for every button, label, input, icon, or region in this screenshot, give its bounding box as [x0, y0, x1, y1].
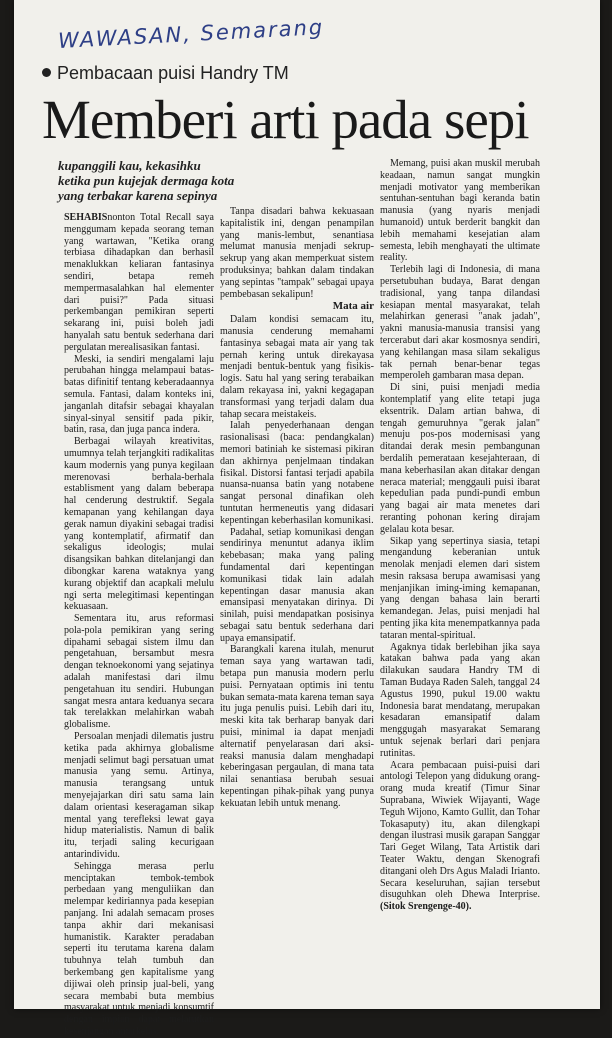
article-paragraph: Sikap yang sepertinya siasia, tetapi mengandung keberanian untuk menolak menjadi elemen dari sistem mesin raksasa berupa awamisasi yang menjanjikan iming-iming kemapanan, yang dengan bahasa lain berarti kemandegan. Jelas, puisi menjadi hal penting jika kita menempatkannya pada tataran mental-spiritual. [380, 535, 540, 641]
handwritten-source-note: WAWASAN, Semarang [57, 15, 325, 53]
epigraph-line: kupanggili kau, kekasihku [58, 158, 201, 173]
kicker-text: Pembacaan puisi Handry TM [57, 63, 289, 83]
newspaper-clipping [14, 0, 600, 1037]
article-paragraph: Agaknya tidak berlebihan jika saya katakan bahwa pada yang akan dilakukan saudara Handry TM di Taman Budaya Raden Saleh, tanggal 24 Agustus 1990, pukul 19.00 waktu Indonesia barat mendatang, merupakan kesadaran emansipatif dalam menggugah masyarakat Semarang untuk sejenak berlari dari penjara rutinitas. [380, 641, 540, 759]
article-column-2 [220, 206, 374, 810]
headline: Memberi arti pada sepi [42, 89, 529, 150]
bullet-icon [42, 68, 51, 77]
article-paragraph: Sehingga merasa perlu menciptakan tembok-tembok perbedaan yang menguliikan dan melempar kediriannya pada kesepian panjang. Ini adalah semacam proses tanpa akhir dari mekanisasi humanistik. Karakter peradaban seperti itu terutama karena dalam tubuhnya telah tumbuh dan berkembang gen kapitalisme yang dijiwai oleh prinsip jual-beli, yang secara membabi buta membius masyarakat untuk menjadi konsumtif dengan impian dapat melarutkan kesenjangan antarkelas. [64, 860, 214, 1037]
article-paragraph: Sementara itu, arus reformasi pola-pola pemikiran yang sering dipahami sebagai sistem ilmu dan pengetahuan, bersambut mesra dengan teknoekonomi yang sejatinya adalah manifestasi dari ilmu pengetahuan itu sendiri. Hubungan sangat mesra antara keduanya secara tak terelakkan melahirkan wabah globalisme. [64, 613, 214, 731]
article-paragraph: Di sini, puisi menjadi media kontemplatif yang elite tetapi juga eksentrik. Dalam artian bahwa, di tengah gemuruhnya "gerak jalan" menuju pos-pos modernisasi yang ditandai derak mesin pembangunan berdalih pemerataan kesejahteraan, di mana keberhasilan akan ditakar dengan neraca material; menggauli puisi ibarat kepedulian pada pundi-pundi embun yang bagai air mata menetes dari reranting pohonan kering dirajam gelalau kota besar. [380, 382, 540, 535]
article-paragraph: Tanpa disadari bahwa kekuasaan kapitalistik ini, dengan penampilan yang manis-lembut, senantiasa melumat manusia menjadi sekrup-sekrup yang akan memperkuat sistem produksinya; bahkan dalam tindakan yang sepintas "tampak" sebagai upaya pembebasan sekalipun! [220, 206, 374, 300]
article-paragraph: Berbagai wilayah kreativitas, umumnya telah terjangkiti radikalitas kaum modernis yang punya kegilaan merenovasi berhala-berhala establisment yang dalam beberapa hal cenderung destruktif. Segala kemapanan yang kehilangan daya gerak namun diyakini sebagai tradisi yang kontemplatif, afirmatif dan sekaligus ideologis; mulai disangsikan bahkan ditelanjangi dan dibongkar karena wataknya yang kurang objektif dan acapkali melulu ngi serta melegitimasi kepentingan kekuasaan. [64, 436, 214, 613]
article-paragraph: Ialah penyederhanaan dengan rasionalisasi (baca: pendangkalan) memori batiniah ke sistemasi pikiran dan akhirnya penjelmaan tindakan fisikal. Distorsi fantasi terjadi apabila nuansa-nuansa batin yang notabene sangat personal dinafikan oleh tuntutan hermeneutis yang didasari kepentingan keberhasilan komunikasi. [220, 420, 374, 526]
article-paragraph: Dalam kondisi semacam itu, manusia cenderung memahami fantasinya sebagai mata air yang tak pernah kering untuk direkayasa menjadi bentuk-bentuk yang fisikis-logis. Satu hal yang sering terabaikan dalam rekayasa ini, yakni kegagapan transformasi yang terjadi dalam dua tahap secara meistakeis. [220, 314, 374, 420]
epigraph-line: yang terbakar karena sepinya [58, 188, 218, 203]
article-paragraph: Padahal, setiap komunikasi dengan sendirinya menuntut adanya iklim kebebasan; maka yang paling fundamental dari kepentingan komunikasi tidak lain adalah kepentingan dasar manusia akan emansipasi menyatakan dirinya. Di sinilah, puisi mendapatkan posisinya sebagai satu bentuk sederhana dari upaya emansipatif. [220, 526, 374, 644]
article-paragraph: Meski, ia sendiri mengalami laju perubahan hingga melampaui batas-batas difinitif tentang keberadaannya semula. Fantasi, dalam konteks ini, janganlah ditafsir sebagai khayalan sinyal-sinyal sensitif pada pikir, batin, rasa, dan juga panca indera. [64, 353, 214, 436]
article-paragraph: SEHABISnonton Total Recall saya menggumam kepada seorang teman yang wartawan, "Ketika orang terbiasa dihadapkan dan berhasil menaklukkan keliaran fantasinya sendiri, betapa remeh mempermasalahkan hal elementer dari puisi?" Pada situasi perkembangan pemikiran seperti sekarang ini, puisi boleh jadi hanyalah satu bentuk sederhana dari pergulatan merealisasikan fantasi. [64, 212, 214, 353]
article-column-3 [380, 158, 540, 913]
article-paragraph: Persoalan menjadi dilematis justru ketika pada akhirnya globalisme menjadi selimut bagi persatuan umat manusia yang semu. Artinya, manusia terangsang untuk menyejajarkan diri satu sama lain dalam orientasi keseragaman sikap mental yang terefleksi lewat gaya hidup materialistis. Namun di balik itu, terjadi saling kecurigaan antarindividu. [64, 731, 214, 861]
section-subhead: Mata air [332, 300, 374, 313]
article-paragraph: Terlebih lagi di Indonesia, di mana persetubuhan budaya, Barat dengan tradisional, yang tanpa dilandasi kesiapan mental masyarakat, telah melahirkan generasi "anak jadah", yakni manusia-manusia transisi yang tercerabut dari akar kosmosnya sendiri, yang kehilangan masa silam sekaligus tak pernah benar-benar tegas memperoleh gambaran masa depan. [380, 264, 540, 382]
epigraph [58, 158, 358, 203]
kicker [42, 63, 289, 84]
article-paragraph: Acara pembacaan puisi-puisi dari antologi Telepon yang didukung orang-orang muda kreatif (Timur Sinar Suprabana, Wiwiek Wijayanti, Wage Teguh Wijono, Kamto Gullit, dan Tohar Tokasaputy) itu, akan dilengkapi dengan ilustrasi musik garapan Sanggar Tari Geget Wilang, Tata Artistik dari Teater Waktu, dengan Skenografi ditangani oleh Drs Agus Maladi Irianto. Secara keseluruhan, sajian tersebut disuguhkan oleh Dhewa Interprise. (Sitok Srengenge-40). [380, 759, 540, 913]
lead-word: SEHABIS [64, 212, 108, 223]
article-column-1 [64, 212, 214, 1038]
epigraph-line: ketika pun kujejak dermaga kota [58, 173, 235, 188]
article-paragraph: Memang, puisi akan muskil merubah keadaan, namun sangat mungkin menjadi motivator yang memberikan sentuhan-sentuhan bagi keranda batin manusia (yang nyaris menjadi humanoid) untuk berderit bangkit dan lebih memahami kesejatian alam semesta, lebih menghayati the ultimate reality. [380, 158, 540, 264]
article-paragraph: Barangkali karena itulah, menurut teman saya yang wartawan tadi, betapa pun manusia modern perlu puisi. Pernyataan optimis ini tentu bukan semata-mata karena teman saya itu juga penulis puisi. Lebih dari itu, meski kita tak berharap banyak dari puisi, minimal ia dapat menjadi alternatif penyelarasan dari aksi-reaksi manusia dalam menghadapi keberingasan pergaulan, di mana tata nilai senantiasa berubah sesuai kepentingan pihak-pihak yang punya kekuatan lebih untuk menang. [220, 644, 374, 809]
author-byline: (Sitok Srengenge-40). [380, 901, 472, 913]
